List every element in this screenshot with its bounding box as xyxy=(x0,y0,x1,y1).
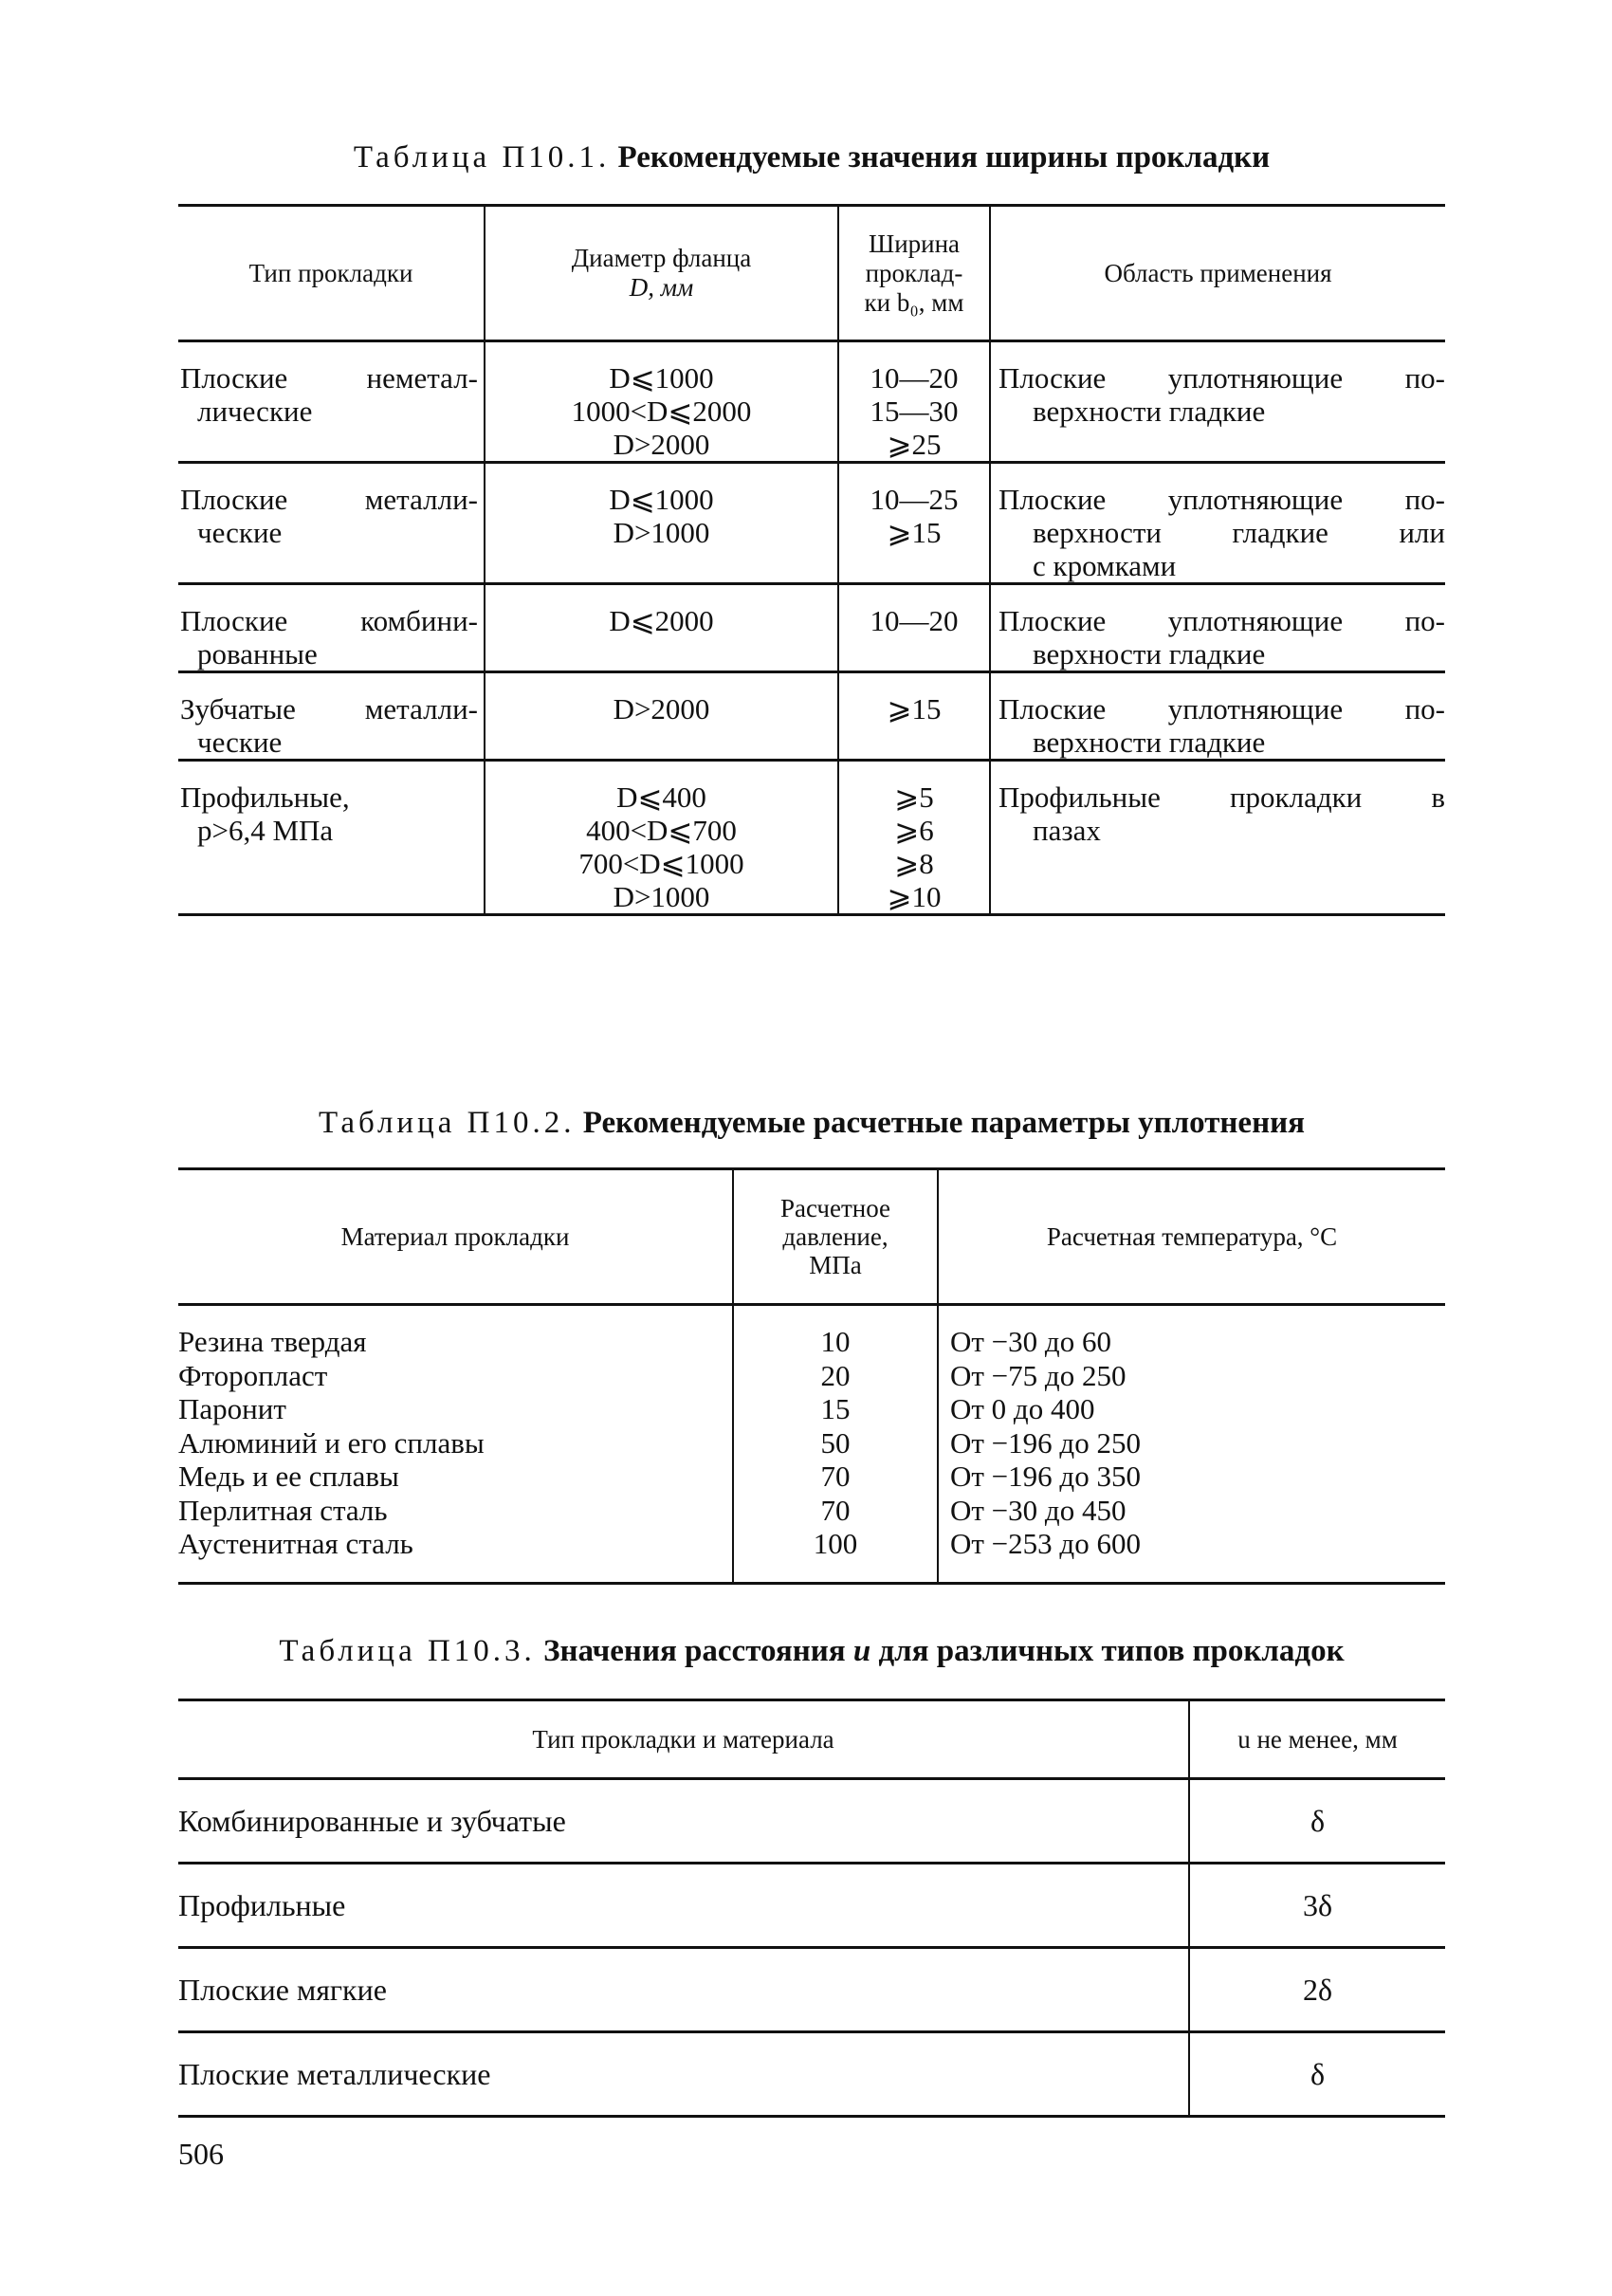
table1-diameter-line: D⩽2000 xyxy=(609,604,714,637)
table1-type-line: Плоские металли- xyxy=(180,483,478,516)
table1-type-line: ческие xyxy=(197,516,283,549)
table1-area-cell xyxy=(990,584,1445,672)
table1-area-line: верхности гладкие xyxy=(1033,637,1266,670)
page-number: 506 xyxy=(178,2137,224,2171)
table1-width-line: ⩾15 xyxy=(887,692,942,726)
table2-header-pressure-line2: давление, xyxy=(782,1222,888,1251)
table2-material-column xyxy=(178,1305,733,1584)
table1-caption-title: Рекомендуемые значения ширины прокладки xyxy=(617,140,1271,174)
table1-area-line: верхности гладкие xyxy=(1033,395,1266,428)
table1-diameter-line: D>2000 xyxy=(613,428,710,461)
table2-material-cell: Резина твердая xyxy=(178,1325,367,1358)
table2-caption-title: Рекомендуемые расчетные параметры уплотнения xyxy=(582,1106,1305,1140)
table1-width-line: 10—25 xyxy=(870,483,959,516)
table1-row xyxy=(178,761,1445,915)
table1-diameter-line: 700<D⩽1000 xyxy=(578,847,744,880)
table1-row xyxy=(178,463,1445,584)
table2-pressure-cell: 70 xyxy=(820,1493,851,1527)
table1-caption xyxy=(178,140,1445,175)
table1-diameter-line: D>2000 xyxy=(613,692,710,726)
table1-type-line: рованные xyxy=(197,637,318,670)
table3-header-type: Тип прокладки и материала xyxy=(178,1700,1189,1779)
table2-pressure-cell: 70 xyxy=(820,1460,851,1493)
table2-caption-label: Таблица П10.2. xyxy=(319,1106,576,1140)
table2-temperature-cell: От −30 до 60 xyxy=(950,1325,1111,1358)
table3-header-u: u не менее, мм xyxy=(1189,1700,1445,1779)
table1-header-width xyxy=(838,206,990,341)
table1-header-area: Область применения xyxy=(990,206,1445,341)
table2-header-material: Материал прокладки xyxy=(178,1169,733,1305)
table2-header-pressure xyxy=(733,1169,938,1305)
table3-type-cell: Комбинированные и зубчатые xyxy=(178,1779,1189,1864)
table1-type-cell xyxy=(178,761,485,915)
table1-width-line: 15—30 xyxy=(870,395,959,428)
table1-diameter-cell xyxy=(485,672,838,761)
table1-diameter-line: D⩽400 xyxy=(616,781,706,814)
table1-width-cell xyxy=(838,584,990,672)
table2-pressure-cell: 50 xyxy=(820,1425,851,1460)
table1-width-line: ⩾10 xyxy=(887,880,942,913)
table3-caption-title-part1: Значения расстояния xyxy=(543,1634,846,1668)
table1-caption-label: Таблица П10.1. xyxy=(353,140,611,174)
table1-header-width-line1: Ширина xyxy=(868,229,961,258)
table1-area-line: Плоские уплотняющие по- xyxy=(998,604,1445,637)
table2 xyxy=(178,1167,1445,1585)
table1-diameter-line: D>1000 xyxy=(613,880,710,913)
table1-type-cell xyxy=(178,341,485,463)
table3 xyxy=(178,1699,1445,2118)
table1-type-line: Плоские комбини- xyxy=(180,604,478,637)
table1-diameter-line: D>1000 xyxy=(613,516,710,549)
table1-diameter-cell xyxy=(485,761,838,915)
table1-area-line: Плоские уплотняющие по- xyxy=(998,483,1445,516)
table1-area-line: Плоские уплотняющие по- xyxy=(998,692,1445,726)
table1-diameter-cell xyxy=(485,341,838,463)
table3-row xyxy=(178,2032,1445,2117)
table2-material-cell: Аустенитная сталь xyxy=(178,1527,413,1560)
table1-diameter-line: 400<D⩽700 xyxy=(586,814,737,847)
table3-caption-title-var: u xyxy=(852,1634,871,1668)
table3-caption-title-part2: для различных типов прокладок xyxy=(878,1634,1345,1668)
table1-type-line: ческие xyxy=(197,726,283,759)
table1-width-line: ⩾5 xyxy=(894,781,934,814)
table3-u-cell: 3δ xyxy=(1189,1864,1445,1948)
table1-header-type: Тип прокладки xyxy=(178,206,485,341)
table3-row xyxy=(178,1948,1445,2032)
table1-header-diameter-line2: D, мм xyxy=(629,273,694,302)
table2-temperature-cell: От −75 до 250 xyxy=(950,1358,1127,1392)
table3-type-cell: Плоские мягкие xyxy=(178,1948,1189,2032)
table2-material-cell: Перлитная сталь xyxy=(178,1493,388,1527)
table1-area-line: Профильные прокладки в xyxy=(998,781,1445,814)
table2-caption xyxy=(178,1106,1445,1141)
table1-type-cell xyxy=(178,672,485,761)
table1-area-line: пазах xyxy=(1033,814,1101,847)
table3-caption xyxy=(178,1634,1445,1669)
table3-u-cell: δ xyxy=(1189,1779,1445,1864)
table1-header-diameter-line1: Диаметр фланца xyxy=(571,244,752,272)
table1-header-width-line3: ки b₀, мм xyxy=(864,287,964,317)
table2-material-cell: Фторопласт xyxy=(178,1358,328,1392)
table3-u-cell: δ xyxy=(1310,2056,1326,2091)
table1-row xyxy=(178,672,1445,761)
table2-body-row xyxy=(178,1305,1445,1584)
table1-area-line: с кромками xyxy=(1033,549,1177,582)
table2-temperature-cell: От −196 до 350 xyxy=(950,1460,1141,1493)
table1-width-cell xyxy=(838,761,990,915)
table1-type-cell xyxy=(178,584,485,672)
table3-type-cell: Плоские металлические xyxy=(178,2032,1189,2117)
table2-temperature-cell: От −196 до 250 xyxy=(950,1425,1141,1460)
table1-width-cell xyxy=(838,463,990,584)
table1-diameter-line: D⩽1000 xyxy=(609,483,714,516)
table2-temperature-cell: От −253 до 600 xyxy=(950,1527,1141,1560)
table1-type-cell xyxy=(178,463,485,584)
table1-area-line: верхности гладкие xyxy=(1033,726,1266,759)
table2-material-cell: Алюминий и его сплавы xyxy=(178,1425,485,1460)
table1-width-line: ⩾8 xyxy=(894,847,934,880)
table3-caption-label: Таблица П10.3. xyxy=(279,1634,536,1668)
table1-area-cell xyxy=(990,672,1445,761)
table1-width-cell xyxy=(838,341,990,463)
table2-material-cell: Медь и ее сплавы xyxy=(178,1460,399,1493)
table1-width-line: 10—20 xyxy=(870,604,959,637)
table2-pressure-cell: 100 xyxy=(813,1527,858,1560)
table2-pressure-cell: 15 xyxy=(820,1392,851,1425)
table1-area-cell xyxy=(990,341,1445,463)
table1 xyxy=(178,204,1445,916)
table2-pressure-column xyxy=(733,1305,938,1584)
table1-type-line: p>6,4 МПа xyxy=(197,814,334,847)
table1-area-cell xyxy=(990,463,1445,584)
table1-width-cell xyxy=(838,672,990,761)
table1-row xyxy=(178,584,1445,672)
table1-diameter-line: D⩽1000 xyxy=(609,361,714,395)
table2-header-temperature: Расчетная температура, °С xyxy=(938,1169,1445,1305)
table3-row xyxy=(178,1864,1445,1948)
table1-type-line: лические xyxy=(197,395,313,428)
table1-width-line: ⩾15 xyxy=(887,516,942,549)
table1-type-line: Зубчатые металли- xyxy=(180,692,478,726)
table2-header-pressure-line3: МПа xyxy=(809,1251,862,1279)
table1-header-width-line2: проклад- xyxy=(865,258,963,287)
table2-pressure-cell: 20 xyxy=(820,1358,851,1392)
table1-area-line: Плоские уплотняющие по- xyxy=(998,361,1445,395)
table1-width-line: ⩾25 xyxy=(887,428,942,461)
table2-header-pressure-line1: Расчетное xyxy=(779,1194,891,1222)
table3-row xyxy=(178,1779,1445,1864)
table1-width-line: 10—20 xyxy=(870,361,959,395)
table1-area-cell xyxy=(990,761,1445,915)
table2-temperature-column xyxy=(938,1305,1445,1584)
table2-pressure-cell: 10 xyxy=(820,1325,851,1358)
table1-type-line: Плоские неметал- xyxy=(180,361,478,395)
table1-diameter-line: 1000<D⩽2000 xyxy=(571,395,752,428)
table2-temperature-cell: От −30 до 450 xyxy=(950,1493,1127,1527)
table1-row xyxy=(178,341,1445,463)
table1-header-diameter xyxy=(485,206,838,341)
table3-u-cell: 2δ xyxy=(1189,1948,1445,2032)
table1-diameter-cell xyxy=(485,463,838,584)
table2-temperature-cell: От 0 до 400 xyxy=(950,1392,1095,1425)
table1-type-line: Профильные, xyxy=(180,781,350,814)
table1-diameter-cell xyxy=(485,584,838,672)
table3-type-cell: Профильные xyxy=(178,1864,1189,1948)
table1-area-line: верхности гладкие или xyxy=(1033,516,1445,549)
table1-width-line: ⩾6 xyxy=(894,814,934,847)
table2-material-cell: Паронит xyxy=(178,1392,286,1425)
